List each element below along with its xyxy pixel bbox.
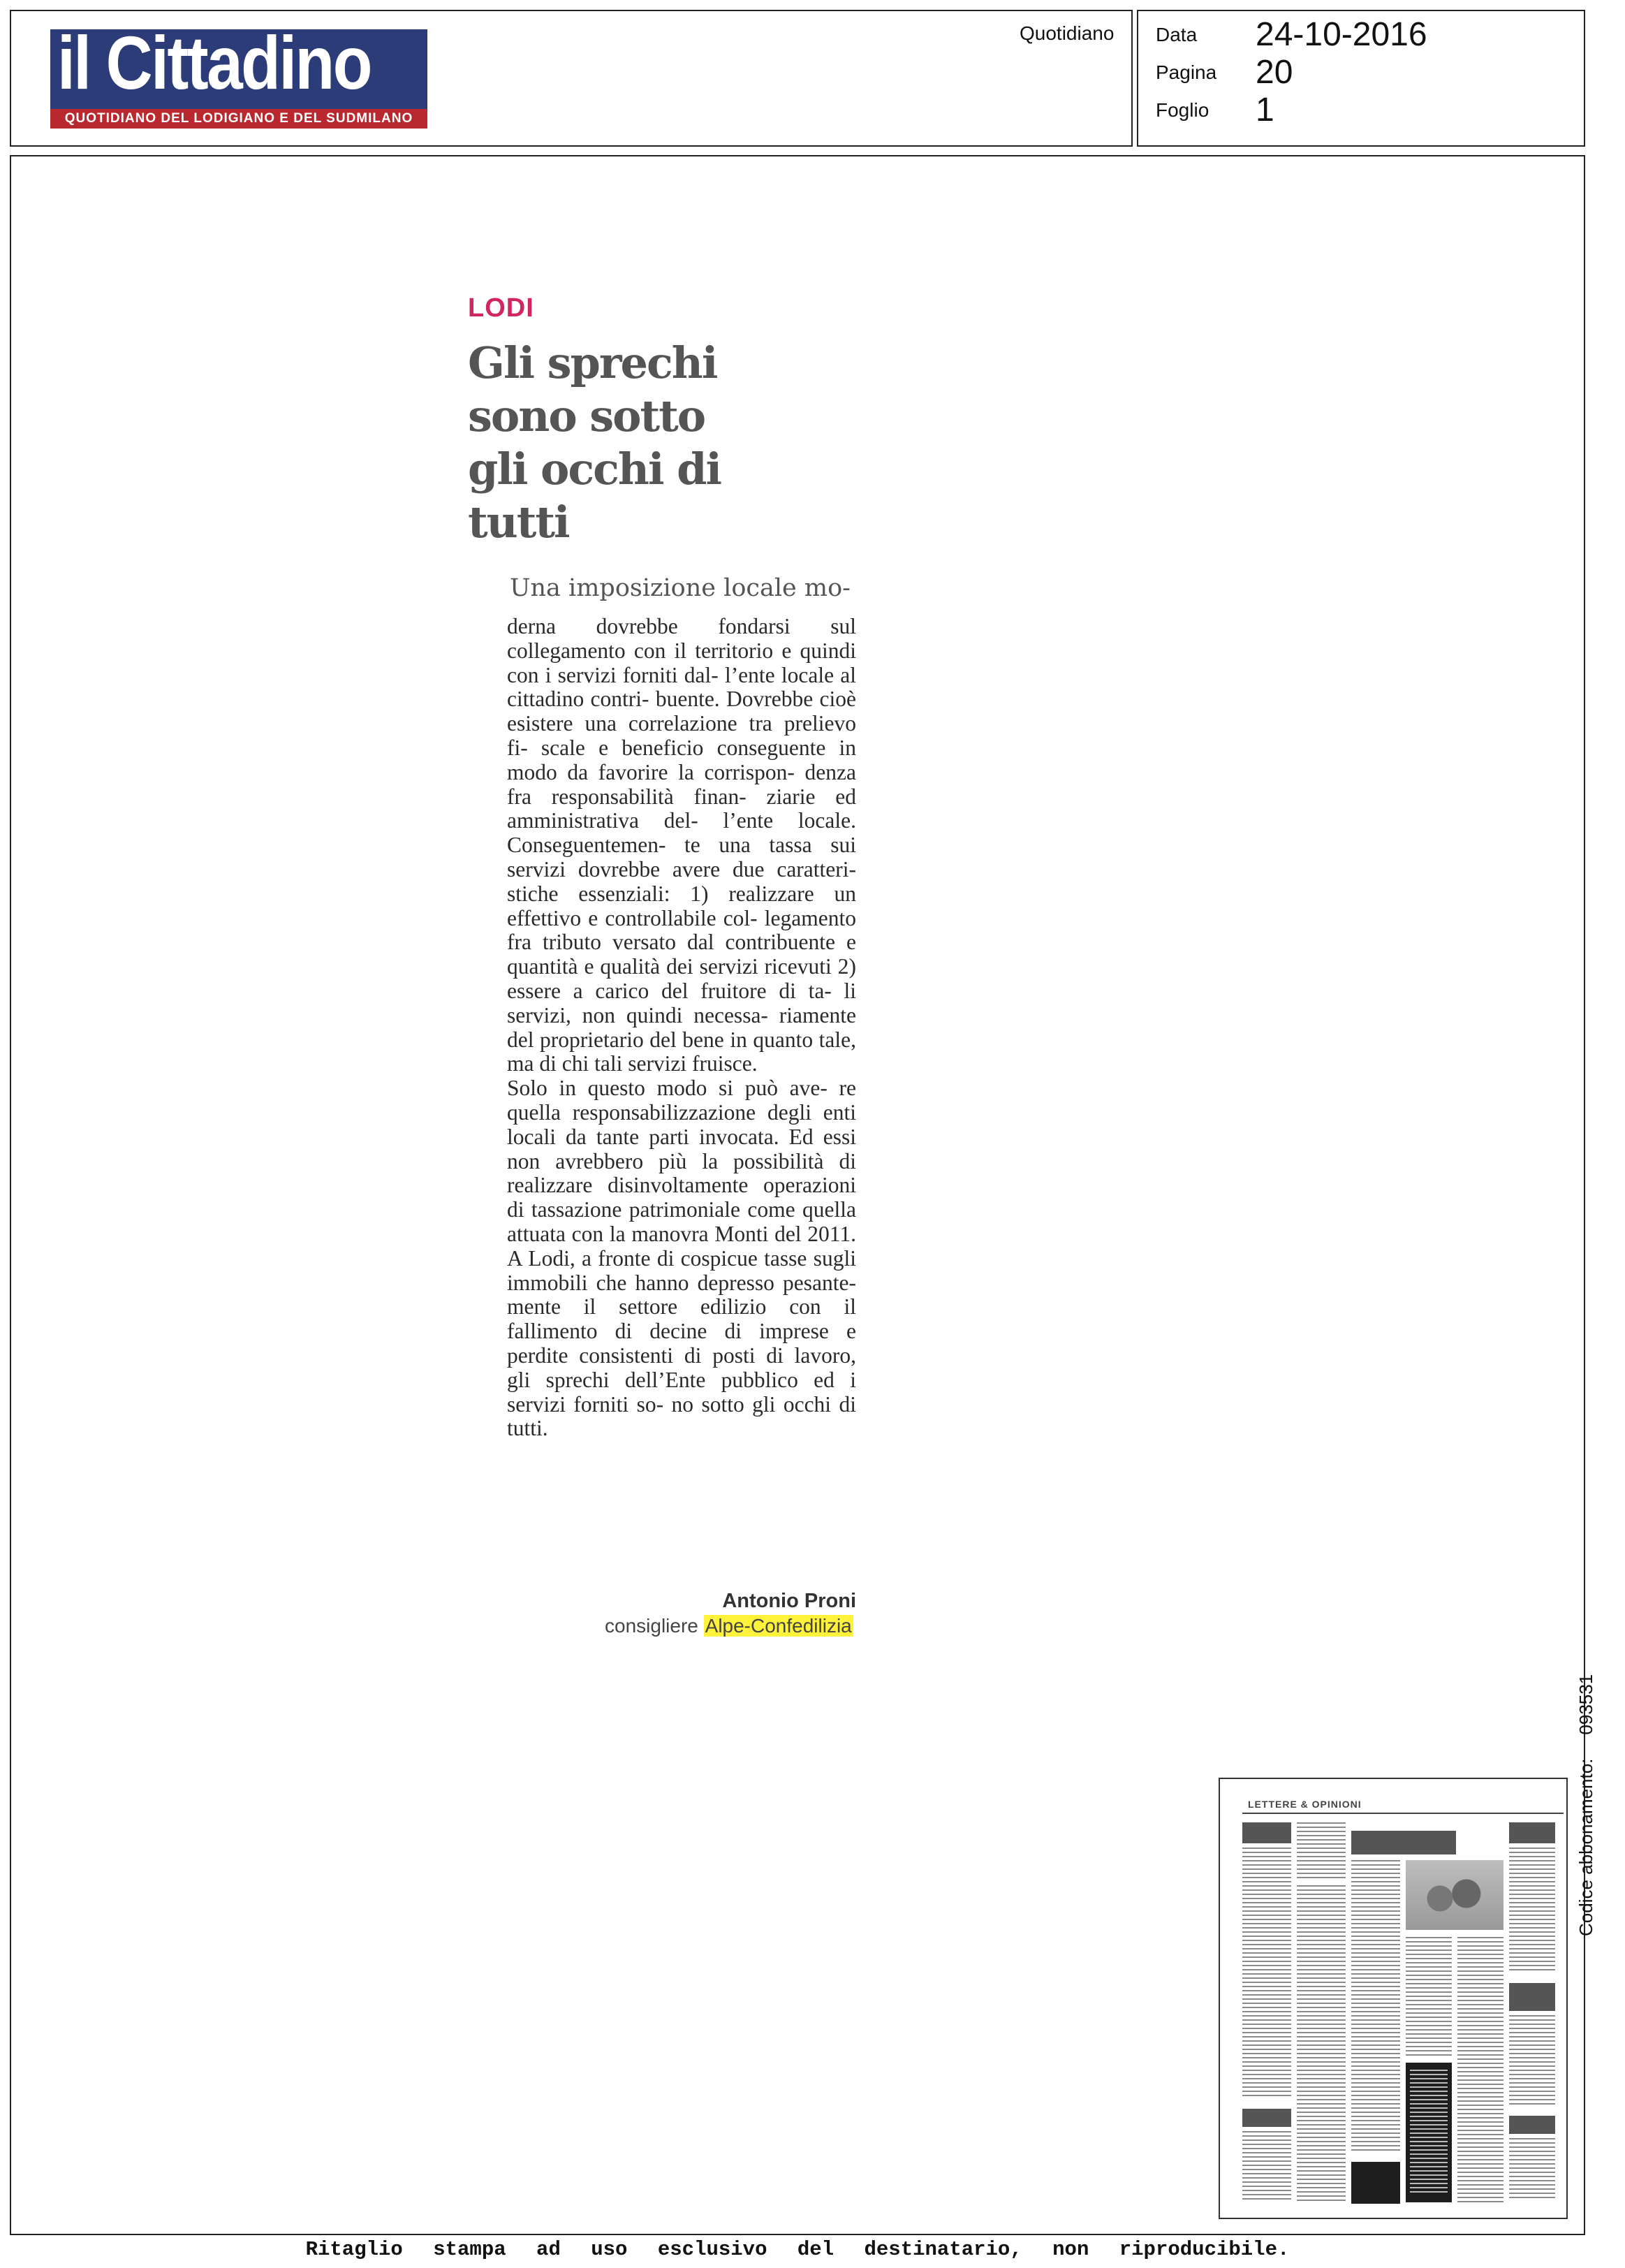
article-headline: Gli sprechi sono sotto gli occhi di tutti: [468, 337, 721, 548]
thumbnail-rule: [1242, 1813, 1564, 1814]
foglio-label: Foglio: [1156, 99, 1209, 121]
publication-type: Quotidiano: [1020, 22, 1115, 44]
subscription-code-value: 093531: [1575, 1674, 1596, 1735]
thumbnail-block: [1457, 1937, 1503, 2202]
article-paragraph-1: derna dovrebbe fondarsi sul collegamento con il territorio e quindi con i servizi forniti dal- l’ente locale al cittadino contri- buente. Dovrebbe cioè esistere una correlazione tra prelievo fi- scale e beneficio conseguente in modo da favorire la corrispon- denza fra responsabilità finan- ziarie ed amministrativa del- l’ente locale. Conseguentemen- te una tassa sui servizi dovrebbe avere due caratteri- stiche essenziali: 1) realizzare un effettivo e controllabile col- legamento fra tributo versato dal contribuente e quantità e qualità dei servizi ricevuti 2) essere a carico del fruitore di ta- li servizi, non quindi necessa- riamente del proprietario del bene in quanto tale, ma di chi tali servizi fruisce.: [507, 614, 856, 1076]
thumbnail-block: [1509, 2138, 1555, 2201]
thumbnail-photo: [1406, 1860, 1503, 1930]
article-kicker: LODI: [468, 293, 534, 323]
subscription-code: [1575, 1671, 1603, 1936]
thumbnail-block: [1351, 1831, 1456, 1854]
article-paragraph-2: Solo in questo modo si può ave- re quella responsabilizzazione degli enti locali da tante parti invocata. Ed essi non avrebbero più la possibilità di realizzare disinvoltamente operazioni di tassazione patrimoniale come quella attuata con la manovra Monti del 2011. A Lodi, a fronte di cospicue tasse sugli immobili che hanno depresso pesante- mente il settore edilizio con il fallimento di decine di imprese e perdite consistenti di posti di lavoro, gli sprechi dell’Ente pubblico ed i servizi forniti so- no sotto gli occhi di tutti.: [507, 1076, 856, 1441]
thumbnail-block: [1242, 2131, 1291, 2201]
newspaper-logo: [50, 20, 427, 129]
thumbnail-block: [1297, 1822, 1346, 1878]
thumbnail-block: [1509, 1822, 1555, 1843]
thumbnail-block: [1351, 1860, 1400, 2153]
article-author: Antonio Proni: [722, 1590, 856, 1612]
thumbnail-block: [1351, 2162, 1400, 2204]
logo-title: il Cittadino: [57, 20, 371, 105]
author-role: consigliere: [605, 1615, 698, 1637]
pagina-value: 20: [1256, 54, 1293, 91]
author-organization: Alpe-Confedilizia: [705, 1615, 852, 1637]
pagina-label: Pagina: [1156, 61, 1217, 83]
article-affiliation: [605, 1615, 898, 1637]
thumbnail-page: [1228, 1787, 1558, 2211]
thumbnail-block: [1509, 1848, 1555, 1973]
thumbnail-block: [1242, 1848, 1291, 2099]
data-value: 24-10-2016: [1256, 16, 1427, 53]
thumbnail-block: [1406, 1937, 1452, 2056]
logo-subtitle: QUOTIDIANO DEL LODIGIANO E DEL SUDMILANO: [50, 109, 427, 129]
thumbnail-block: [1242, 2109, 1291, 2127]
thumbnail-block: [1509, 2116, 1555, 2134]
footer-disclaimer: Ritaglio stampa ad uso esclusivo del destinatario, non riproducibile.: [305, 2238, 1290, 2261]
thumbnail-block: [1297, 1885, 1346, 2201]
article-lead: Una imposizione locale mo-: [510, 574, 851, 602]
page-thumbnail: [1219, 1778, 1568, 2219]
data-label: Data: [1156, 24, 1198, 45]
foglio-value: 1: [1256, 92, 1274, 129]
thumbnail-section-title: LETTERE & OPINIONI: [1248, 1799, 1362, 1810]
thumbnail-block: [1509, 2015, 1555, 2106]
thumbnail-block: [1509, 1983, 1555, 2011]
thumbnail-block: [1406, 2063, 1452, 2202]
thumbnail-block: [1410, 2070, 1448, 2195]
thumbnail-block: [1242, 1822, 1291, 1843]
article-body: [507, 615, 856, 1441]
subscription-code-label: Codice abbonamento:: [1575, 1758, 1596, 1936]
